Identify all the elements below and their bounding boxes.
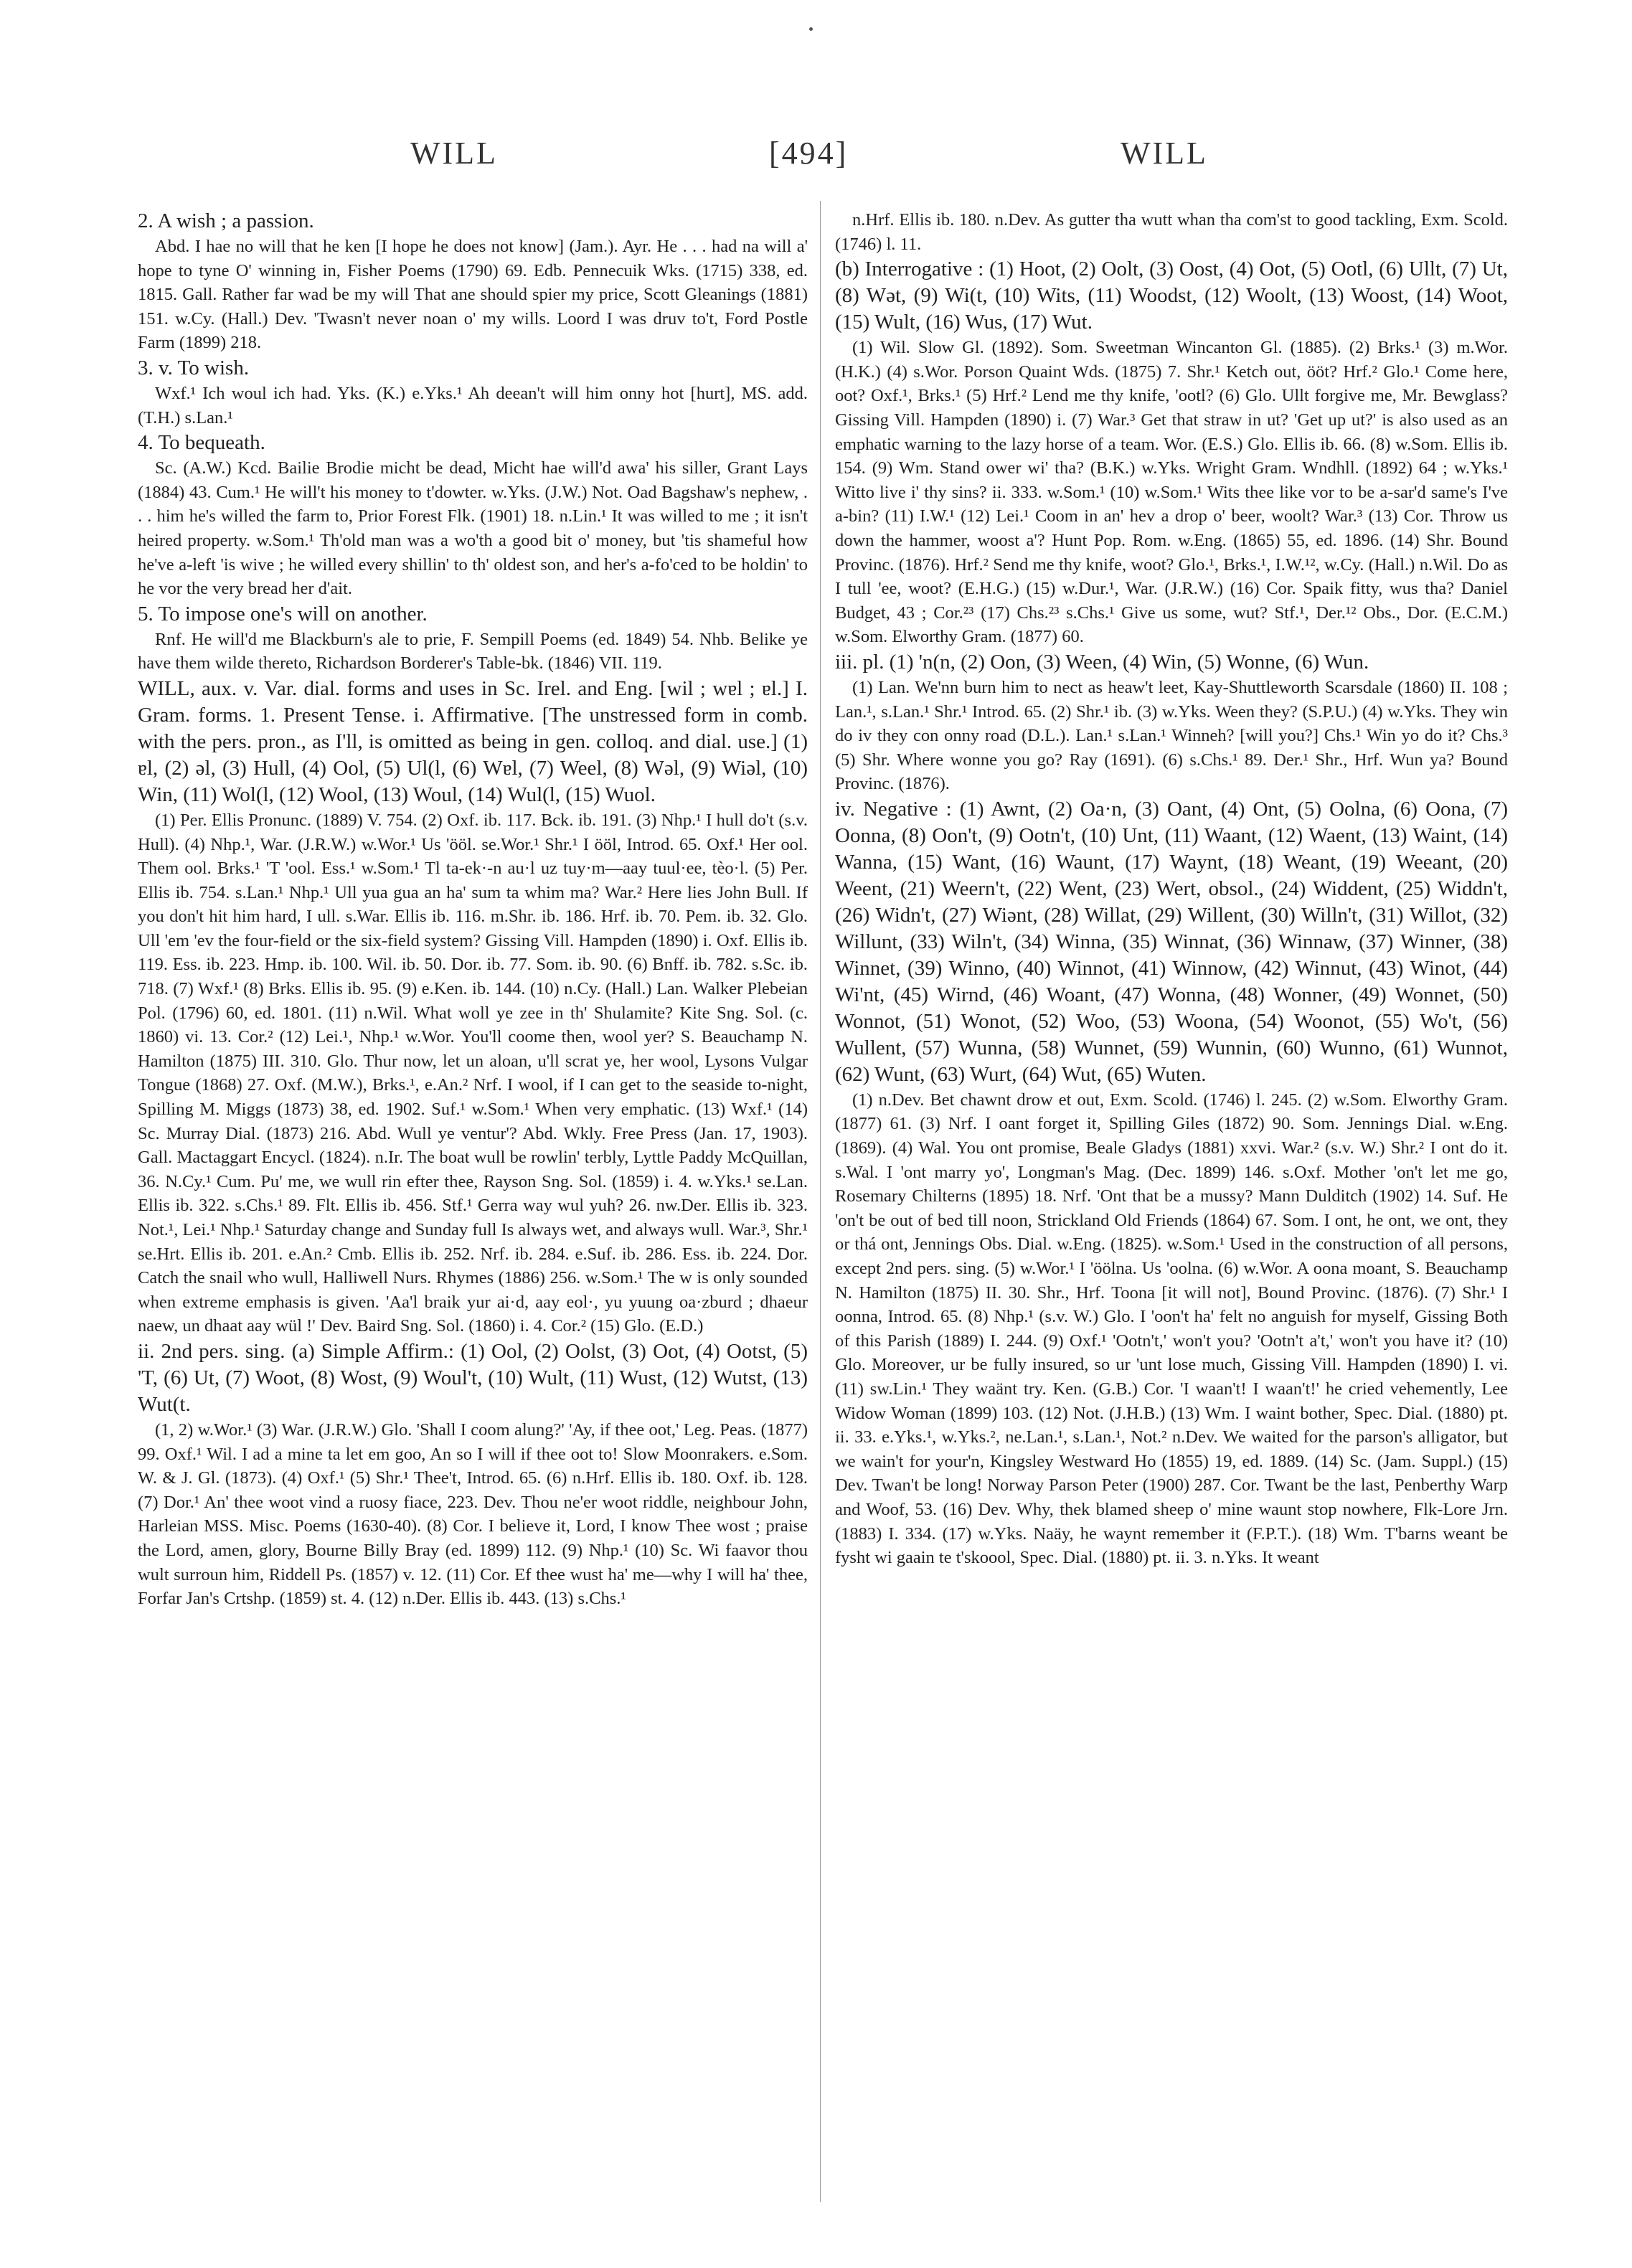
ink-dot <box>809 27 813 31</box>
column-divider <box>820 201 821 2202</box>
running-head-right: WILL <box>1121 136 1208 171</box>
entry-heading: 5. To impose one's will on another. <box>138 602 428 625</box>
citation-paragraph: (1) Wil. Slow Gl. (1892). Som. Sweetman Wincanton Gl. (1885). (2) Brks.¹ (3) m.Wor. (H.K.) (4) s.Wor. Porson Quaint Wds. (1875) 7. Shr.¹ Ketch out, ööt? Hrf.² Glo.¹ Come here, oot? Oxf.¹, Brks.¹ (5) Hrf.² Lend me thy knife, 'ootl? (6) Glo. Ullt forgive me, Mr. Bewglass? Gissing Vill. Hampden (1890) i. (7) War.³ Get that straw in ut? 'Get up ut?' is also used as an emphatic warning to the lazy horse of a team. Wor. (E.S.) Glo. Ellis ib. 66. (8) w.Som. Ellis ib. 154. (9) Wm. Stand ower wi' tha? (B.K.) w.Yks. Wright Gram. Wndhll. (1892) 64 ; w.Yks.¹ Witto live i' thy sins? ii. 333. w.Som.¹ (10) w.Som.¹ Wits thee like vor to be a-sar'd same's I've a-bin? (11) I.W.¹ (12) Lei.¹ Coom in an' hev a drop o' beer, woolt? War.³ (13) Cor. Throw us down the hammer, woost a'? Hunt Pop. Rom. w.Eng. (1865) 55, ed. 1896. (14) Shr. Bound Provinc. (1876). Hrf.² Send me thy knife, woot? Glo.¹, Brks.¹, I.W.¹², w.Cy. (Hall.) n.Wil. Do as I tull 'ee, woot? (E.H.G.) (15) w.Dur.¹, War. (J.R.W.) (16) Cor. Spaik fitty, wus tha? Daniel Budget, 43 ; Cor.²³ (17) Chs.²³ s.Chs.¹ Give us some, wut? Stf.¹, Der.¹² Obs., Dor. (E.C.M.) w.Som. Elworthy Gram. (1877) 60. <box>835 338 1508 647</box>
entry-heading: ii. 2nd pers. sing. (a) Simple Affirm.: (1) Ool, (2) Oolst, (3) Oot, (4) Ootst, (5) 'T, (6) Ut, (7) Woot, (8) Wost, (9) Woul't, (10) Wult, (11) Wust, (12) Wutst, (13) Wut(t. <box>138 1339 808 1416</box>
right-column <box>835 208 1508 1570</box>
citation-paragraph: Wxf.¹ Ich woul ich had. Yks. (K.) e.Yks.¹ Ah deean't will him onny hot [hurt], MS. add. (T.H.) s.Lan.¹ <box>138 383 808 427</box>
citation-paragraph: (1, 2) w.Wor.¹ (3) War. (J.R.W.) Glo. 'Shall I coom alung?' 'Ay, if thee oot,' Leg. Peas. (1877) 99. Oxf.¹ Wil. I ad a mine ta let em goo, An so I will if thee oot to! Slow Moonrakers. e.Som. W. & J. Gl. (1873). (4) Oxf.¹ (5) Shr.¹ Thee't, Introd. 65. (6) n.Hrf. Ellis ib. 180. Oxf. ib. 128. (7) Dor.¹ An' thee woot vind a ruosy fiace, 223. Dev. Thou ne'er woot riddle, neighbour John, Harleian MSS. Misc. Poems (1630-40). (8) Cor. I believe it, Lord, I know Thee wost ; praise the Lord, amen, glory, Bourne Billy Bray (ed. 1899) 112. (9) Nhp.¹ (10) Sc. Wi faavor thou wult surroun him, Riddell Ps. (1857) v. 12. (11) Cor. Ef thee wust ha' me—why I will ha' thee, Forfar Jan's Crtshp. (1859) st. 4. (12) n.Der. Ellis ib. 443. (13) s.Chs.¹ <box>138 1419 808 1609</box>
entry-heading: 3. v. To wish. <box>138 356 250 379</box>
citation-paragraph: Rnf. He will'd me Blackburn's ale to prie, F. Sempill Poems (ed. 1849) 54. Nhb. Belike ye have them wilde thereto, Richardson Borderer's Table-bk. (1846) VII. 119. <box>138 629 808 674</box>
entry-heading: 2. A wish ; a passion. <box>138 209 314 232</box>
citation-paragraph: Sc. (A.W.) Kcd. Bailie Brodie micht be dead, Micht hae will'd awa' his siller, Grant Lays (1884) 43. Cum.¹ He will't his money to t'dowter. w.Yks. (J.W.) Not. Oad Bagshaw's nephew, . . . him he's willed the farm to, Prior Forest Flk. (1901) 18. n.Lin.¹ It was willed to me ; it isn't heired property. w.Som.¹ Th'old man was a wo'th a good bit o' money, but 'tis shameful how he've a-left 'is wive ; he willed every shillin' to th' oldest son, and her's a-fo'ced to be holdin' to he vor the very bread her d'ait. <box>138 458 808 599</box>
page-number: [494] <box>769 136 849 171</box>
citation-paragraph: (1) Per. Ellis Pronunc. (1889) V. 754. (2) Oxf. ib. 117. Bck. ib. 191. (3) Nhp.¹ I hull do't (s.v. Hull). (4) Nhp.¹, War. (J.R.W.) w.Wor.¹ Us 'ööl. se.Wor.¹ Shr.¹ I ööl, Introd. 65. Oxf.¹ Her ool. Them ool. Brks.¹ 'T 'ool. Ess.¹ w.Som.¹ Tl ta-ek·-n au·l uz tuy·m—aay tuul·ee, tèo·l. (5) Per. Ellis ib. 754. s.Lan.¹ Nhp.¹ Ull yua gua an ha' sum ta whim ma? War.² Here lies John Bull. If you don't hit him hard, I ull. s.War. Ellis ib. 116. m.Shr. ib. 186. Hrf. ib. 70. Pem. ib. 32. Glo. Ull 'em 'ev the four-field or the six-field system? Gissing Vill. Hampden (1890) i. Oxf. Ellis ib. 119. Ess. ib. 223. Hmp. ib. 100. Wil. ib. 50. Dor. ib. 77. Som. ib. 90. (6) Bnff. ib. 782. s.Sc. ib. 718. (7) Wxf.¹ (8) Brks. Ellis ib. 95. (9) e.Ken. ib. 144. (10) n.Cy. (Hall.) Lan. Walker Plebeian Pol. (1796) 60, ed. 1801. (11) n.Wil. What woll ye zee in th' Shulamite? Kite Sng. Sol. (c. 1860) vi. 13. Cor.² (12) Lei.¹, Nhp.¹ w.Wor. You'll coome then, wool yer? S. Beauchamp N. Hamilton (1875) III. 310. Glo. Thur now, let un aloan, u'll scrat ye, her wool, Lysons Vulgar Tongue (1868) 27. Oxf. (M.W.), Brks.¹, e.An.² Nrf. I wool, if I can get to the seaside to-night, Spilling M. Miggs (1873) 38, ed. 1902. Suf.¹ w.Som.¹ When very emphatic. (13) Wxf.¹ (14) Sc. Murray Dial. (1873) 216. Abd. Wull ye ventur'? Abd. Wkly. Free Press (Jan. 17, 1903). Gall. Mactaggart Encycl. (1824). n.Ir. The boat wull be rowlin' terbly, Lyttle Paddy McQuillan, 36. N.Cy.¹ Cum. Pu' me, we wull rin efter thee, Rayson Sng. Sol. (1859) i. 4. w.Yks.¹ se.Lan. Ellis ib. 322. s.Chs.¹ 89. Flt. Ellis ib. 456. Stf.¹ Gerra way wul yuh? 26. nw.Der. Ellis ib. 323. Not.¹, Lei.¹ Nhp.¹ Saturday change and Sunday full Is always wet, and always wull. War.³, Shr.¹ se.Hrt. Ellis ib. 201. e.An.² Cmb. Ellis ib. 252. Nrf. ib. 284. e.Suf. ib. 286. Ess. ib. 224. Dor. Catch the snail who wull, Halliwell Nurs. Rhymes (1886) 256. w.Som.¹ The w is only sounded when extreme emphasis is given. 'Aa'l braik yur ai·d, aay eol·, yu yuung oa·zburd ; dhaeur naew, un dhaat aay wül !' Dev. Baird Sng. Sol. (1860) i. 4. Cor.² (15) Glo. (E.D.) <box>138 810 808 1336</box>
entry-heading: WILL, aux. v. Var. dial. forms and uses in Sc. Irel. and Eng. [wil ; wɐl ; ɐl.] I. Gram. forms. 1. Present Tense. i. Affirmative. [The unstressed form in comb. with the pers. pron., as I'll, is omitted as being in gen. colloq. and dial. use.] (1) ɐl, (2) əl, (3) Hull, (4) Ool, (5) Ul(l, (6) Wɐl, (7) Weel, (8) Wəl, (9) Wiəl, (10) Win, (11) Wol(l, (12) Wool, (13) Woul, (14) Wul(l, (15) Wuol. <box>138 676 808 806</box>
entry-heading: 4. To bequeath. <box>138 431 265 455</box>
citation-paragraph: n.Hrf. Ellis ib. 180. n.Dev. As gutter tha wutt whan tha com'st to good tackling, Exm. Scold. (1746) l. 11. <box>835 210 1508 254</box>
left-column <box>138 208 808 1611</box>
entry-heading: iv. Negative : (1) Awnt, (2) Oa·n, (3) Oant, (4) Ont, (5) Oolna, (6) Oona, (7) Oonna, (8) Oon't, (9) Ootn't, (10) Unt, (11) Waant, (12) Waent, (13) Waint, (14) Wanna, (15) Want, (16) Waunt, (17) Waynt, (18) Weant, (19) Weeant, (20) Weent, (21) Weern't, (22) Went, (23) Wert, obsol., (24) Widdent, (25) Widdn't, (26) Widn't, (27) Wiənt, (28) Willat, (29) Willent, (30) Willn't, (31) Willot, (32) Willunt, (33) Wiln't, (34) Winna, (35) Winnat, (36) Winnaw, (37) Winner, (38) Winnet, (39) Winno, (40) Winnot, (41) Winnow, (42) Winnut, (43) Winot, (44) Wi'nt, (45) Wirnd, (46) Woant, (47) Wonna, (48) Wonner, (49) Wonnet, (50) Wonnot, (51) Wonot, (52) Woo, (53) Woona, (54) Woonot, (55) Wo't, (56) Wullent, (57) Wunna, (58) Wunnet, (59) Wunnin, (60) Wunno, (61) Wunnot, (62) Wunt, (63) Wurt, (64) Wut, (65) Wuten. <box>835 797 1508 1086</box>
citation-paragraph: (1) Lan. We'nn burn him to nect as heaw't leet, Kay-Shuttleworth Scarsdale (1860) II. 108 ; Lan.¹, s.Lan.¹ Shr.¹ Introd. 65. (2) Shr.¹ ib. (3) w.Yks. Ween they? (S.P.U.) (4) w.Yks. They win do iv they con onny road (D.L.). Lan.¹ s.Lan.¹ Winneh? [will you?] Chs.¹ Win yo do it? Chs.³ (5) Shr. Where wonne you go? Ray (1691). (6) s.Chs.¹ 89. Der.¹ Shr., Hrf. Wun ya? Bound Provinc. (1876). <box>835 677 1508 794</box>
running-head-left: WILL <box>410 136 498 171</box>
entry-heading: iii. pl. (1) 'n(n, (2) Oon, (3) Ween, (4) Win, (5) Wonne, (6) Wun. <box>835 650 1369 674</box>
citation-paragraph: (1) n.Dev. Bet chawnt drow et out, Exm. Scold. (1746) l. 245. (2) w.Som. Elworthy Gram. (1877) 61. (3) Nrf. I oant forget it, Spilling Giles (1872) 90. Som. Jennings Dial. w.Eng. (1869). (4) Wal. You ont promise, Beale Gladys (1881) xxvi. War.² (s.v. W.) Shr.² I ont do it. s.Wal. I 'ont marry yo', Longman's Mag. (Dec. 1899) 146. s.Oxf. Mother 'on't let me go, Rosemary Chilterns (1895) 18. Nrf. 'Ont that be a mussy? Mann Dulditch (1902) 14. Suf. He 'on't be out of bed till noon, Strickland Old Friends (1864) 67. Som. I ont, he ont, we ont, they or thá ont, Jennings Obs. Dial. w.Eng. (1825). w.Som.¹ Used in the construction of all persons, except 2nd pers. sing. (5) w.Wor.¹ I 'öölna. Us 'oolna. (6) w.Wor. A oona moant, S. Beauchamp N. Hamilton (1875) II. 30. Shr., Hrf. Toona [it will not], Bound Provinc. (1876). (7) Shr.¹ I oonna, Introd. 65. (8) Nhp.¹ (s.v. W.) Glo. I 'oon't ha' felt no anguish for myself, Gissing Both of this Parish (1889) I. 244. (9) Oxf.¹ 'Ootn't,' won't you? 'Ootn't a't,' won't you have it? (10) Glo. Moreover, ur be fully insured, so ur 'unt lose much, Gissing Vill. Hampden (1890) I. vi. (11) sw.Lin.¹ They waänt try. Ken. (G.B.) Cor. 'I waan't! I waan't!' he cried vehemently, Lee Widow Woman (1899) 103. (12) Not. (J.H.B.) (13) Wm. I waint bother, Spec. Dial. (1880) pt. ii. 33. e.Yks.¹, w.Yks.², ne.Lan.¹, s.Lan.¹, Not.² n.Dev. We waited for the parson's alligator, but we wain't for your'n, Kingsley Westward Ho (1855) 19, ed. 1889. (14) Sc. (Jam. Suppl.) (15) Dev. Twan't be long! Norway Parson Peter (1900) 287. Cor. Twant be the last, Penberthy Warp and Woof, 53. (16) Dev. Why, thek blamed sheep o' mine waunt stop nowhere, Flk-Lore Jrn. (1883) I. 334. (17) w.Yks. Naäy, he waynt remember it (F.P.T.). (18) Wm. T'barns weant be fysht wi gaain te t'skoool, Spec. Dial. (1880) pt. ii. 3. n.Yks. It weant <box>835 1090 1508 1568</box>
entry-heading: (b) Interrogative : (1) Hoot, (2) Oolt, (3) Oost, (4) Oot, (5) Ootl, (6) Ullt, (7) Ut, (8) Wət, (9) Wi(t, (10) Wits, (11) Woodst, (12) Woolt, (13) Woost, (14) Woot, (15) Wult, (16) Wus, (17) Wut. <box>835 257 1508 334</box>
citation-paragraph: Abd. I hae no will that he ken [I hope he does not know] (Jam.). Ayr. He . . . had na will a' hope to tyne O' winning in, Fisher Poems (1790) 69. Edb. Pennecuik Wks. (1715) 338, ed. 1815. Gall. Rather far wad be my will That ane should spier my price, Scott Gleanings (1881) 151. w.Cy. (Hall.) Dev. 'Twasn't never noan o' my wills. Loord I was druv to't, Ford Postle Farm (1899) 218. <box>138 237 808 353</box>
